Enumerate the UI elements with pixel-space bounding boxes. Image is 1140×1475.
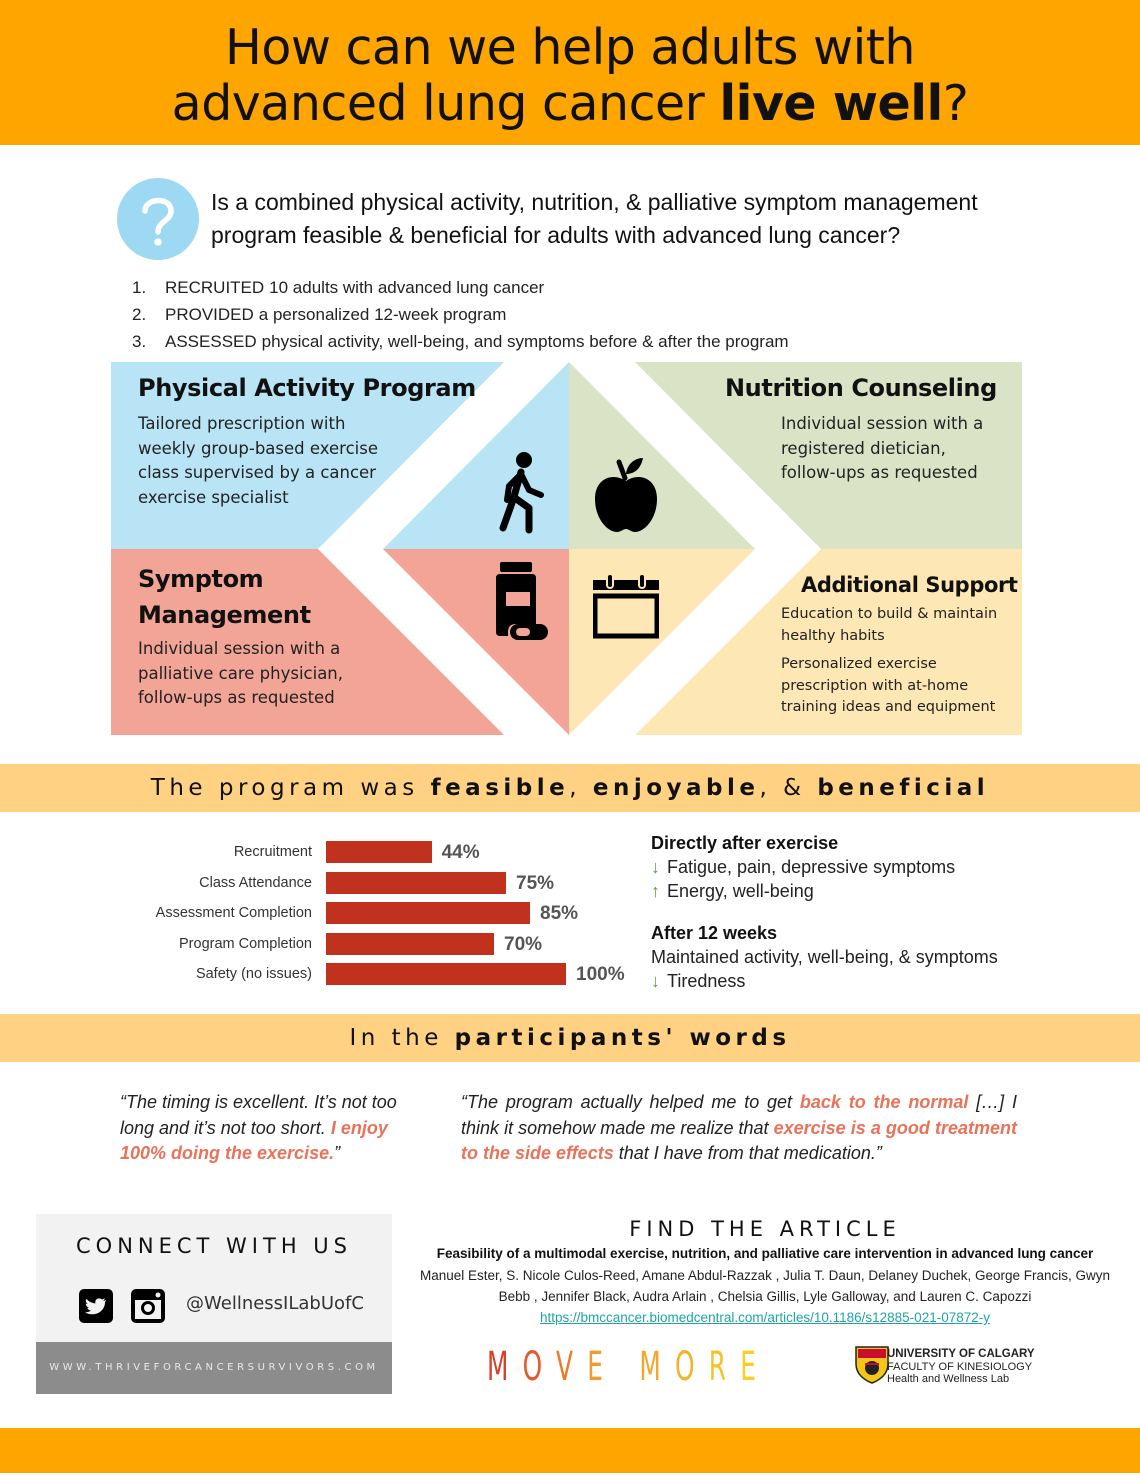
bar-category-label: Recruitment [233,844,312,860]
bar-value-label: 85% [540,903,579,924]
down-arrow-icon: ↓ [651,971,660,991]
chart-bar-row [130,872,640,894]
article-link[interactable]: https://bmccancer.biomedcentral.com/articles/10.1186/s12885-021-07872-y [539,1310,990,1325]
move-more-letter: V [556,1344,588,1390]
header-banner [0,0,1140,145]
university-crest-icon [852,1344,892,1384]
results-summary: Directly after exercise ↓ Fatigue, pain, depressive symptoms ↑ Energy, well-being After 12 weeks Maintained activity, well-being, & symptoms ↓ Tiredness [651,831,1071,993]
move-more-letter: E [740,1344,771,1390]
article-title: Feasibility of a multimodal exercise, nutrition, and palliative care intervention in advanced lung cancer [436,1246,1094,1261]
bar-value-label: 44% [441,842,480,863]
participant-quote-1: “The timing is excellent. It’s not too long and it’s not too short. I enjoy 100% doing the exercise.” [120,1092,397,1163]
bar [326,933,494,955]
result-item: ↓ Fatigue, pain, depressive symptoms [651,857,956,877]
chart-bar-row [130,841,640,863]
physical-activity-card: Physical Activity Program Tailored prescription with weekly group-based exercise class supervised by a cancer exercise specialist [138,374,476,507]
article-authors: Bebb , Jennifer Black, Audra Arlain , Chelsia Gillis, Lyle Galloway, and Lauren C. Capozzi [498,1289,1032,1304]
bar [326,902,530,924]
pill-bottle-icon [494,562,550,642]
connect-with-us-box: CONNECT WITH US @WellnessILabUofC WWW.THRIVEFORCANCERSURVIVORS.COM [36,1214,392,1394]
website-link[interactable]: WWW.THRIVEFORCANCERSURVIVORS.COM [36,1342,392,1394]
method-steps [132,274,1032,355]
move-more-letter: R [708,1344,741,1390]
move-more-letter: O [674,1344,709,1390]
instagram-icon[interactable] [131,1289,165,1323]
bar [326,963,566,985]
social-handle[interactable]: @WellnessILabUofC [186,1293,364,1314]
research-question: Is a combined physical activity, nutrition, & palliative symptom management program feasible & beneficial for adults with advanced lung cancer? [211,189,978,248]
step-item: 3. ASSESSED physical activity, well-being, and symptoms before & after the program [132,332,789,351]
footer-bar [0,1428,1140,1473]
bar [326,841,432,863]
page-title: How can we help adults with advanced lung cancer live well? [171,19,969,132]
apple-icon [593,454,659,534]
article-authors: Manuel Ester, S. Nicole Culos-Reed, Amane Abdul-Razzak , Julia T. Daun, Delaney Duchek, George Francis, Gwyn [419,1268,1111,1283]
feasibility-bar-chart [130,836,640,996]
symptom-management-card: Symptom Management Individual session with a palliative care physician, follow-ups as requested [138,565,344,707]
twitter-icon[interactable] [79,1289,113,1323]
move-more-logo [487,1344,770,1390]
program-components-panel [111,362,1022,735]
chart-bar-row [130,902,640,924]
move-more-letter: M [639,1344,675,1390]
chart-bar-row [130,933,640,955]
bar-category-label: Safety (no issues) [195,966,312,982]
additional-support-card: Additional Support Education to build & maintain healthy habits Personalized exercise prescription with at-home training ideas and equipment [781,573,1018,715]
calendar-icon [593,572,659,640]
nutrition-counseling-card: Nutrition Counseling Individual session with a registered dietician, follow-ups as requested [725,374,997,482]
move-more-letter [617,1344,639,1390]
move-more-letter: M [487,1344,523,1390]
move-more-letter: O [522,1344,557,1390]
university-logo-text: UNIVERSITY OF CALGARY FACULTY OF KINESIOLOGY Health and Wellness Lab [887,1348,1035,1385]
step-item: 1. RECRUITED 10 adults with advanced lung cancer [132,278,545,297]
result-item: ↓ Tiredness [651,971,746,991]
question-mark-circle-icon [117,178,199,260]
participant-quote-2: “The program actually helped me to get back to the normal […] I think it somehow made me realize that exercise is a good treatment to the side effects that I have from that medication.” [461,1092,1017,1163]
result-item: ↑ Energy, well-being [651,881,814,901]
article-reference: FIND THE ARTICLE Feasibility of a multimodal exercise, nutrition, and palliative care intervention in advanced lung cancer Manuel Ester, S. Nicole Culos-Reed, Amane Abdul-Razzak , Julia T. Daun, Delaney Duchek, George Francis, Gwyn Bebb , Jennifer Black, Audra Arlain , Chelsia Gillis, Lyle Galloway, and Lauren C. Capozzi https://bmccancer.biomedcentral.com/articles/10.1186/s12885-021-07872-y [410,1215,1120,1329]
participants-words-banner: In the participants' words [0,1014,1140,1062]
bar-category-label: Class Attendance [199,874,312,891]
bar-category-label: Assessment Completion [155,905,312,921]
chart-bar-row [130,963,640,985]
bar-value-label: 70% [504,933,543,955]
step-item: 2. PROVIDED a personalized 12-week program [132,305,507,324]
down-arrow-icon: ↓ [651,857,660,877]
feasibility-banner: The program was feasible, enjoyable, & beneficial [0,764,1140,812]
bar-category-label: Program Completion [179,935,312,952]
bar-value-label: 75% [516,872,555,894]
move-more-letter: E [587,1344,618,1390]
up-arrow-icon: ↑ [651,881,660,901]
bar [326,872,506,894]
bar-value-label: 100% [576,964,625,985]
